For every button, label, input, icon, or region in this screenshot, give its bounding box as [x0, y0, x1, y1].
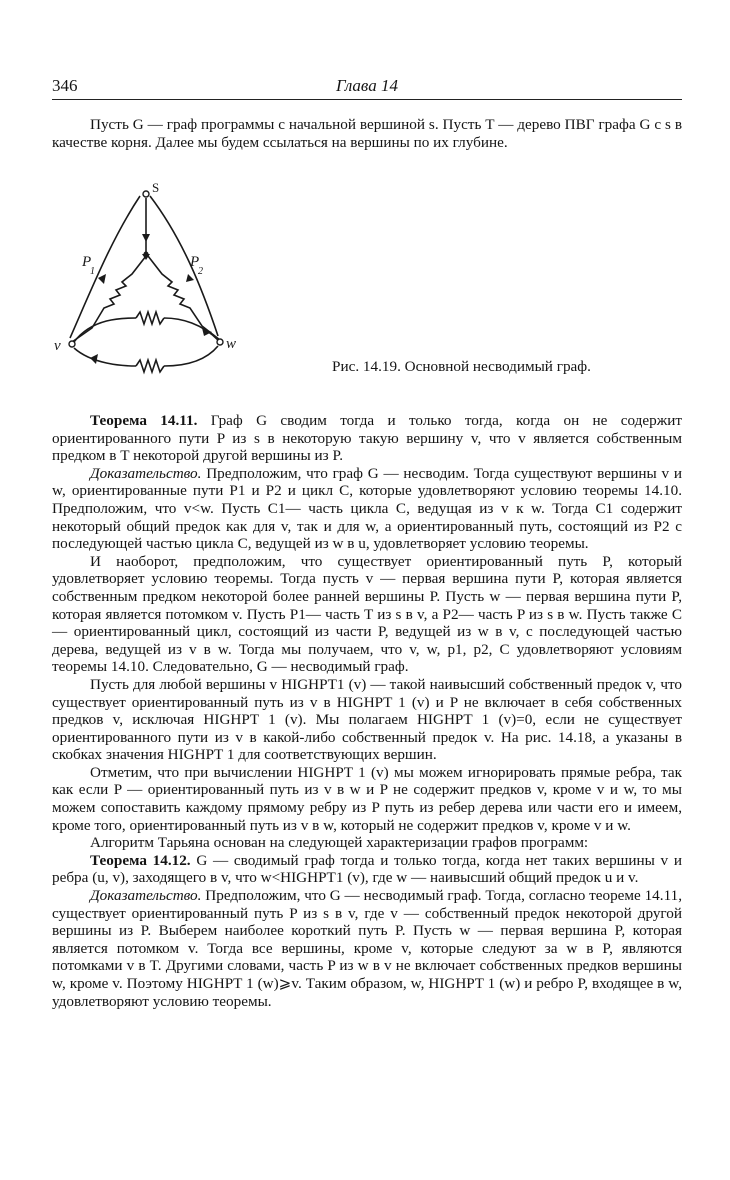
paragraph-tarjan: Алгоритм Тарьяна основан на следующей характеризации графов программ:	[90, 834, 589, 852]
upper-arc-end	[164, 318, 218, 340]
vertex-branch	[144, 252, 149, 257]
paragraph-forward-edges: Отметим, что при вычислении HIGHPT 1 (v) мы можем игнорировать прямые ребра, так как если P — ориентированный путь из v в w и P не содержит предков v, кроме v и w, то мы можем сопоставить каждому прямому ребру из P путь из ребер дерева или части его и имеем, кроме того, ориентированный путь из v в w, который не содержит предков v, кроме v и w.	[52, 763, 682, 834]
chapter-title: Глава 14	[336, 76, 398, 95]
intro-text: Пусть G — граф программы с начальной вершиной s. Пусть T — дерево ПВГ графа G с s в качестве корня. Далее мы будем ссылаться на вершины по их глубине.	[52, 116, 682, 151]
arrow-tree	[142, 234, 150, 242]
upper-arc	[74, 318, 136, 342]
body-text	[52, 412, 682, 1010]
paragraph-highpt-def: Пусть для любой вершины v HIGHPT1 (v) — такой наивысший собственный предок v, что существует ориентированный путь из v в HIGHPT 1 (v) и P не включает в себя собственных предков v, исключая HIGHPT 1 (v). Мы полагаем HIGHPT 1 (v)=0, если не существует ориентированного пути из v в какой-либо собственный предок v. На рис. 14.18, a указаны в скобках значения HIGHPT 1 для соответствующих вершин.	[52, 675, 682, 764]
proof-lead: Доказательство.	[90, 464, 202, 482]
zigzag-to-w	[148, 256, 220, 340]
paragraph-converse: И наоборот, предположим, что существует ориентированный путь P, который удовлетворяет условию теоремы. Тогда пусть v — первая вершина пути P, которая является собственным предком некоторой более ранней вершины P. Пусть w — первая вершина пути P, которая является потомком v. Пусть P1— часть T из s в v, а P2— часть P из s в w. Пусть также C — ориентированный цикл, состоящий из части P, ведущей из w в v, с последующей частью дерева, ведущей из v в w. Тогда мы получаем, что v, w, p1, p2, C удовлетворяют условиям теоремы 14.10. Следовательно, G — несводимый граф.	[52, 552, 682, 676]
proof-lead: Доказательство.	[90, 887, 202, 905]
paragraph-proof-2: Доказательство. Предположим, что G — несводимый граф. Тогда, согласно теореме 14.11, существует ориентированный путь P из s в v, где v — собственный предок некоторой другой вершины из P. Выберем наиболее короткий путь P. Пусть w — первая вершина P, которая является потомком v. Тогда все вершины, кроме v, которые следуют за w в P, являются потомками v в T. Другими словами, часть P из w в v не включает собственных предков вершины w, кроме v. Поэтому HIGHPT 1 (w)⩾v. Таким образом, w, HIGHPT 1 (w) и ребро P, входящее в w, удовлетворяют условию теоремы.	[52, 887, 682, 1010]
path-p2-curve	[150, 196, 218, 336]
arrow-p1	[98, 274, 106, 284]
lower-arc-zigzag	[136, 360, 164, 372]
page-number: 346	[52, 76, 78, 95]
paragraph-theorem-14-11: Теорема 14.11. Граф G сводим тогда и только тогда, когда он не содержит ориентированного пути P из s в некоторую такую вершину v, что v является собственным предком в T некоторой другой вершины из P.	[52, 412, 682, 465]
lower-arc	[74, 348, 136, 366]
running-header	[52, 76, 682, 98]
arrow-lower	[90, 354, 98, 364]
path-p1-curve	[70, 196, 140, 338]
label-s: S	[152, 180, 160, 195]
arrow-p2	[186, 274, 194, 282]
vertex-s	[143, 191, 149, 197]
paragraph-theorem-14-12: Теорема 14.12. G — сводимый граф тогда и только тогда, когда нет таких вершины v и ребра (u, v), заходящего в v, что w<HIGHPT1 (v), где w — наивысший общий предок u и v.	[52, 851, 682, 887]
vertex-v	[69, 341, 75, 347]
vertex-w	[217, 339, 223, 345]
theorem-lead: Теорема 14.11.	[90, 412, 198, 429]
label-p2-sub: 2	[198, 266, 203, 277]
label-p1: P	[82, 254, 92, 270]
irreducible-graph-figure	[52, 178, 292, 388]
intro-paragraph	[52, 116, 682, 151]
paragraph-proof-1: Доказательство. Предположим, что граф G — несводим. Тогда существуют вершины v и w, ориентированные пути P1 и P2 и цикл C, которые удовлетворяют условию теоремы 14.10. Предположим, что v<w. Пусть C1— часть цикла C, ведущая из v к w. Тогда C1 содержит некоторый общий предок как для v, так и для w, а ориентированный путь, состоящий из P2 с последующей частью цикла C, ведущей из w в u, удовлетворяет условию теоремы.	[52, 464, 682, 553]
figure-caption: Рис. 14.19. Основной несводимый граф.	[332, 358, 591, 375]
label-p2: P	[190, 254, 200, 270]
lower-arc-end	[164, 346, 218, 366]
label-v: v	[54, 338, 61, 354]
upper-arc-zigzag	[136, 312, 164, 324]
label-w: w	[226, 336, 237, 352]
header-rule	[52, 99, 682, 100]
label-p1-sub: 1	[90, 266, 95, 277]
theorem-lead: Теорема 14.12.	[90, 851, 191, 869]
